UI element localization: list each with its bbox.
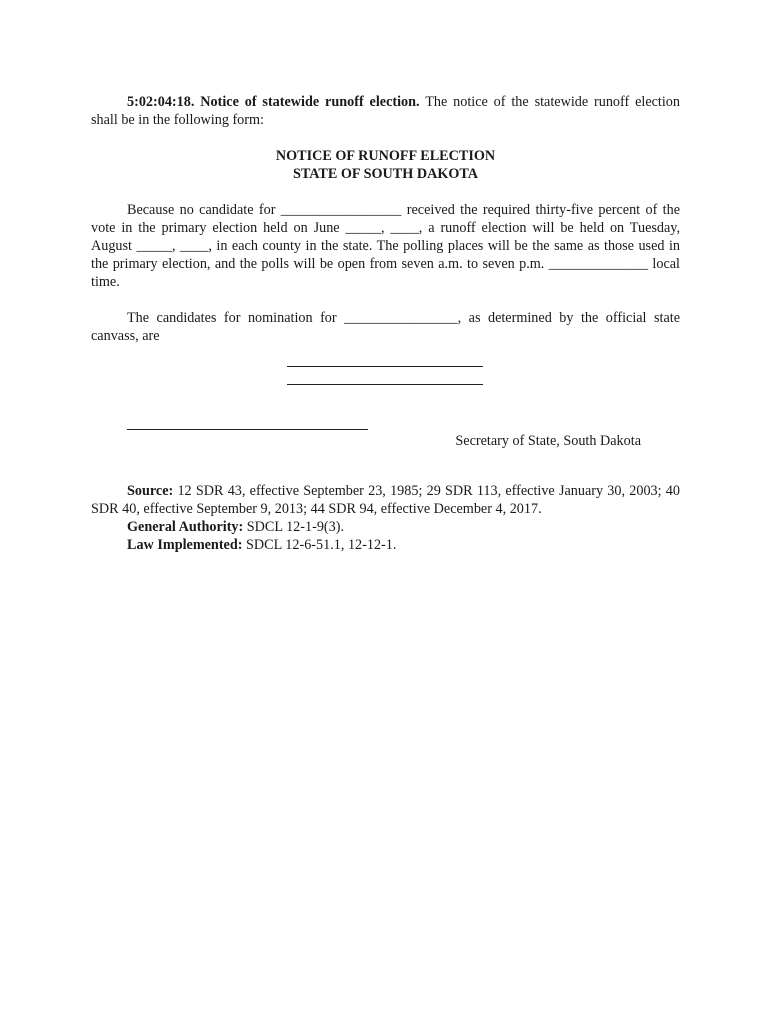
document-page (91, 93, 680, 554)
notice-paragraph-1: Because no candidate for _________________ received the required thirty-five percent of the vote in the primary election held on June _____, ____, a runoff election will be held on Tuesday, August _____, ____, in each county in the state. The polling places will be the same as those used in the primary election, and the polls will be open from seven a.m. to seven p.m. ______________ local time. (91, 202, 680, 290)
law-implemented-text: SDCL 12-6-51.1, 12-12-1. (242, 537, 397, 553)
signature-block (91, 422, 680, 466)
general-authority-text: SDCL 12-1-9(3). (243, 519, 344, 535)
notice-heading-line2: STATE OF SOUTH DAKOTA (292, 166, 479, 182)
law-implemented-note (91, 536, 680, 554)
candidate-blank-lines (287, 349, 680, 385)
source-note (91, 482, 680, 518)
general-authority-note (91, 518, 680, 536)
candidate-blank-line (287, 367, 483, 385)
signature-title: Secretary of State, South Dakota (455, 433, 641, 449)
rule-number: 5:02:04:18. (127, 94, 195, 110)
notice-heading-line1: NOTICE OF RUNOFF ELECTION (275, 148, 496, 164)
general-authority-label: General Authority: (127, 519, 244, 535)
candidate-blank-line (287, 349, 483, 367)
rule-intro-text: The notice of the statewide runoff election shall be in the following form: (91, 94, 680, 128)
source-text: 12 SDR 43, effective September 23, 1985; 29 SDR 113, effective January 30, 2003; 40 SDR 40, effective September 9, 2013; 44 SDR 94, effective December 4, 2017. (91, 483, 680, 517)
notice-paragraph-2: The candidates for nomination for ________________, as determined by the official state canvass, are (91, 310, 680, 344)
rule-intro-paragraph (91, 93, 680, 129)
source-label: Source: (127, 483, 174, 499)
law-implemented-label: Law Implemented: (127, 537, 243, 553)
rule-title: Notice of statewide runoff election. (200, 94, 420, 110)
notice-heading (91, 147, 680, 183)
signature-line (127, 422, 368, 430)
